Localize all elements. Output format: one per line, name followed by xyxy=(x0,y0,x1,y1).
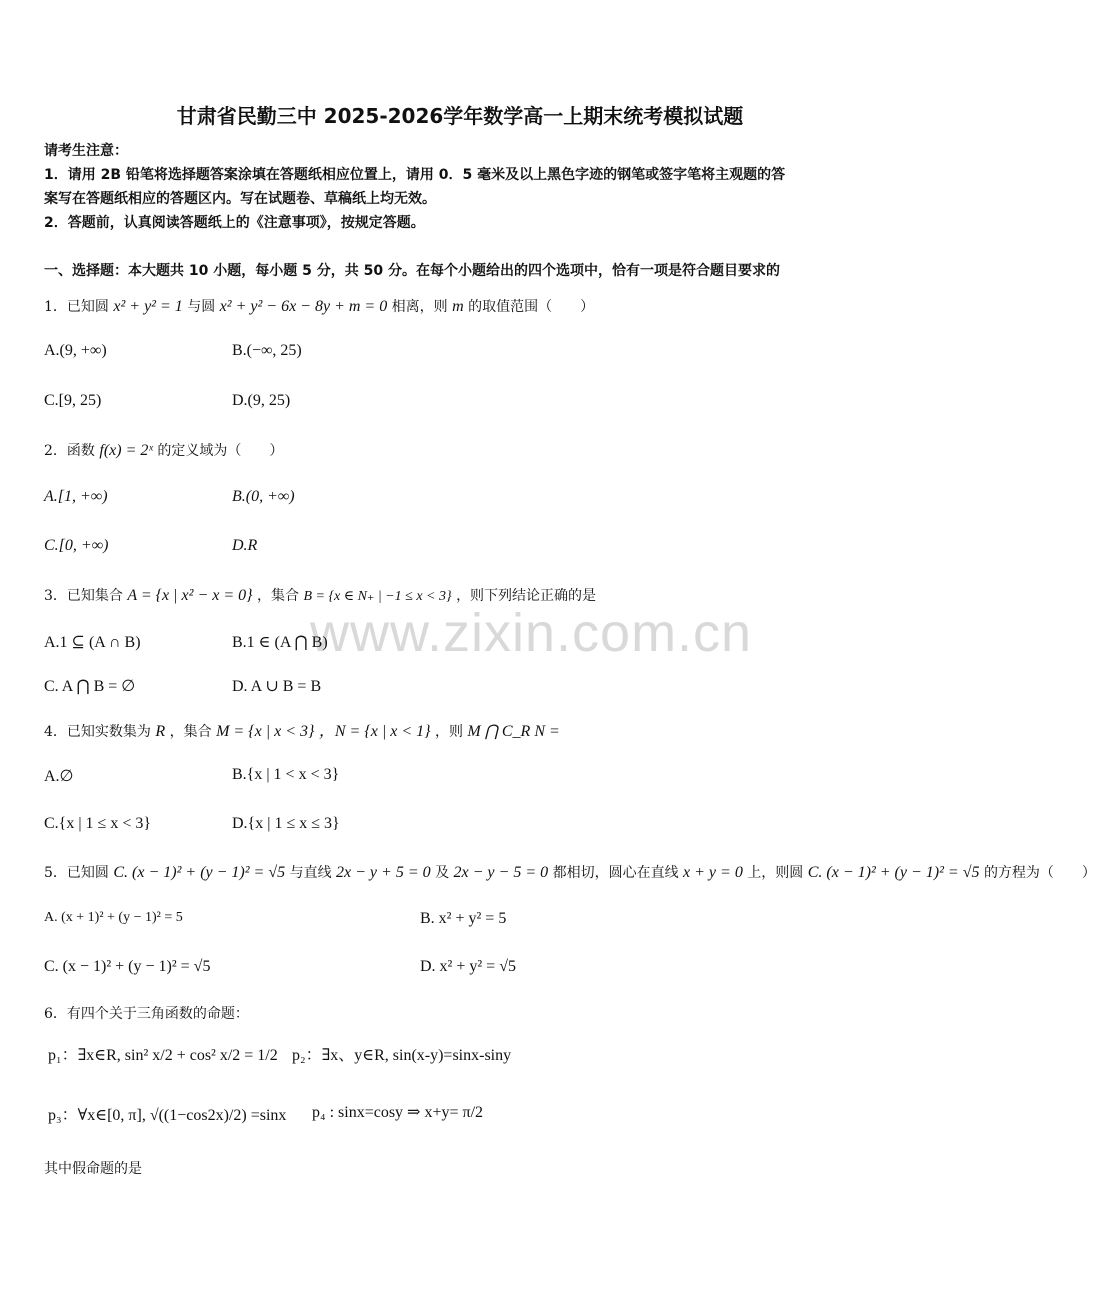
question-3 xyxy=(44,585,596,605)
q5-line2: 2x − y − 5 = 0 xyxy=(453,864,549,881)
q6-proposition-p1: p₁：∃x∈R, sin² x/2 + cos² x/2 = 1/2 xyxy=(48,1047,278,1064)
q1-tail: 相离，则 xyxy=(391,299,448,315)
notice-item1-line2: 案写在答题纸相应的答题区内。写在试题卷、草稿纸上均无效。 xyxy=(44,191,436,207)
q6-proposition-p3: p₃：∀x∈[0, π], √((1−cos2x)/2) =sinx xyxy=(48,1107,287,1124)
question-4 xyxy=(44,718,560,741)
q4-option-a[interactable]: A.∅ xyxy=(44,768,74,785)
q3-set-a: A = {x | x² − x = 0} xyxy=(127,587,253,604)
q1-mid: 与圆 xyxy=(187,299,216,315)
question-1 xyxy=(44,296,594,316)
q5-option-c[interactable]: C. (x − 1)² + (y − 1)² = √5 xyxy=(44,958,211,975)
q5-line1: 2x − y + 5 = 0 xyxy=(336,864,431,881)
q3-end: ，则下列结论正确的是 xyxy=(456,588,597,604)
notice-header: 请考生注意： xyxy=(44,143,128,159)
q2-option-d[interactable]: D.R xyxy=(232,537,258,554)
q5-mid2: 及 xyxy=(435,865,450,881)
q5-option-d[interactable]: D. x² + y² = √5 xyxy=(420,958,516,975)
q5-option-a[interactable]: A. (x + 1)² + (y − 1)² = 5 xyxy=(44,910,183,925)
q4-set-n: ，N = {x | x < 1} xyxy=(318,723,431,740)
q1-option-d[interactable]: D.(9, 25) xyxy=(232,392,291,409)
q1-eq1: x² + y² = 1 xyxy=(113,298,183,315)
q3-option-c[interactable]: C. A ⋂ B = ∅ xyxy=(44,678,136,695)
q5-mid4: 上，则圆 xyxy=(747,865,804,881)
notice-item2: 2．答题前，认真阅读答题纸上的《注意事项》，按规定答题。 xyxy=(44,215,425,231)
q3-set-b: B = {x ∈ N₊ | −1 ≤ x < 3} xyxy=(303,589,452,604)
q5-c2: C. (x − 1)² + (y − 1)² = √5 xyxy=(807,864,980,881)
q1-end: 的取值范围（ ） xyxy=(468,299,595,315)
q6-proposition-p2: p₂：∃x、y∈R, sin(x-y)=sinx-siny xyxy=(292,1047,512,1064)
section-heading: 一、选择题：本大题共 10 小题，每小题 5 分，共 50 分。在每个小题给出的四个选项中，恰有一项是符合题目要求的 xyxy=(44,263,780,279)
q2-fn: f(x) = 2ˣ xyxy=(99,442,153,459)
q4-option-d[interactable]: D.{x | 1 ≤ x ≤ 3} xyxy=(232,815,340,832)
q4-option-b[interactable]: B.{x | 1 < x < 3} xyxy=(232,766,340,783)
q3-option-a[interactable]: A.1 ⊆ (A ∩ B) xyxy=(44,634,141,651)
q5-mid1: 与直线 xyxy=(289,865,332,881)
q6-tail: 其中假命题的是 xyxy=(44,1161,142,1177)
q2-option-a[interactable]: A.[1, +∞) xyxy=(44,488,108,505)
q4-text: 4．已知实数集为 xyxy=(44,724,151,740)
q5-option-b[interactable]: B. x² + y² = 5 xyxy=(420,910,507,927)
q3-option-d[interactable]: D. A ∪ B = B xyxy=(232,678,322,695)
q3-option-b[interactable]: B.1 ∈ (A ⋂ B) xyxy=(232,634,328,651)
question-6: 6．有四个关于三角函数的命题： xyxy=(44,1006,249,1022)
q4-r: R xyxy=(155,723,166,740)
q1-var: m xyxy=(452,298,464,315)
q1-eq2: x² + y² − 6x − 8y + m = 0 xyxy=(219,298,388,315)
q4-mid: ，集合 xyxy=(169,724,212,740)
q1-text: 1．已知圆 xyxy=(44,299,109,315)
q4-end: ，则 xyxy=(434,724,463,740)
q1-option-b[interactable]: B.(−∞, 25) xyxy=(232,342,302,359)
q4-set-m: M = {x | x < 3} xyxy=(216,723,315,740)
q5-mid3: 都相切，圆心在直线 xyxy=(552,865,679,881)
q2-option-b[interactable]: B.(0, +∞) xyxy=(232,488,295,505)
q4-expr: M ⋂ C_R N = xyxy=(467,723,560,740)
q3-text: 3．已知集合 xyxy=(44,588,123,604)
q5-text: 5．已知圆 xyxy=(44,865,109,881)
q2-end: 的定义域为（ ） xyxy=(157,443,284,459)
q2-option-c[interactable]: C.[0, +∞) xyxy=(44,537,109,554)
watermark: www.zixin.com.cn xyxy=(310,603,753,663)
q6-proposition-p4: p₄ : sinx=cosy ⇒ x+y= π/2 xyxy=(312,1104,484,1121)
question-5 xyxy=(44,862,1096,882)
q1-option-a[interactable]: A.(9, +∞) xyxy=(44,342,107,359)
q1-option-c[interactable]: C.[9, 25) xyxy=(44,392,102,409)
q4-option-c[interactable]: C.{x | 1 ≤ x < 3} xyxy=(44,815,152,832)
q5-line3: x + y = 0 xyxy=(683,864,743,881)
q3-mid: ，集合 xyxy=(257,588,299,604)
q5-end: 的方程为（ ） xyxy=(983,865,1096,881)
page-title: 甘肃省民勤三中 2025-2026学年数学高一上期末统考模拟试题 xyxy=(176,104,744,128)
question-2 xyxy=(44,440,283,460)
notice-item1-line1: 1．请用 2B 铅笔将选择题答案涂填在答题纸相应位置上，请用 0．5 毫米及以上黑色字迹的钢笔或签字笔将主观题的答 xyxy=(44,167,786,183)
q2-text: 2．函数 xyxy=(44,443,95,459)
q5-c: C. (x − 1)² + (y − 1)² = √5 xyxy=(113,864,286,881)
